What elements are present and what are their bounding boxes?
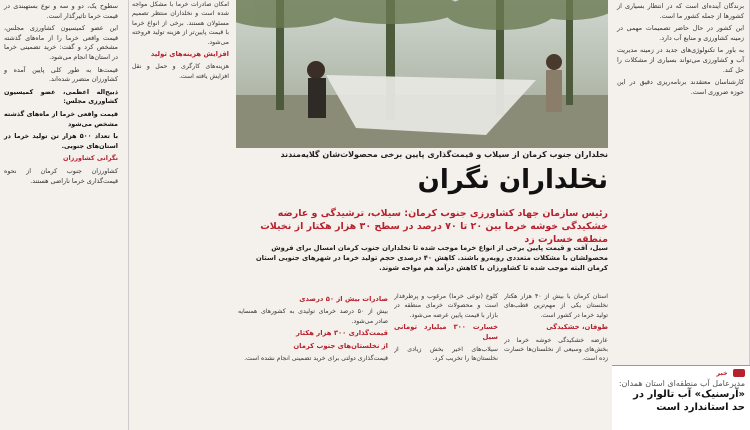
left-paragraph-1: سطوح یک، دو و سه و نوع بستهبندی در قیمت خرما تاثیرگذار است. [4,2,118,20]
body-col3-section-heading-2: قیمت‌گذاری ۳۰۰ هزار هکتار [296,329,388,338]
sidebar-section-heading: افزایش هزینه‌های تولید [150,50,229,59]
news-box-line-1: مدیرعامل آب منطقه‌ای استان همدان: [618,379,745,388]
body-col1-text: استان کرمان با بیش از ۴۰ هزار هکتار نخلستان یکی از مهم‌ترین قطب‌های تولید خرما در کشور است. [504,293,608,319]
left-bold-paragraph-1: قیمت واقعی خرما از ماه‌های گذشته مشخص می‌شود [4,109,118,128]
article-lead: سیل، آفت و قیمت پایین برخی از انواع خرما موجب شده تا نخلداران جنوب کرمان امسال برای فروش محصولشان با مشکلات متعددی روبه‌رو باشند. کاهش ۴۰ درصدی حجم تولید خرما در شهرهای جنوبی استان کرمان البته موجب شده تا کشاورزان با کاهش درآمد هم مواجه شوند. [255,244,608,272]
left-bold-paragraph-2: با تعداد ۵۰۰ هزار تن تولید خرما در استان‌های جنوبی. [4,132,118,150]
body-col3-section-heading-3: از نخلستان‌های جنوب کرمان [293,341,388,350]
body-col2-text-2: سیلاب‌های اخیر بخش زیادی از نخلستان‌ها را تخریب کرد. [394,346,498,363]
right-paragraph-4: کارشناسان معتقدند برنامه‌ریزی دقیق در این حوزه ضروری است. [617,78,744,96]
body-col1-section-heading: طوفان، خشکیدگی [546,323,608,332]
body-col2-text: کلوخ (نوعی خرما) مرغوب و پرطرفدار است و محصولات خرمای منطقه در بازار با قیمت پایین عرضه می‌شود. [394,293,498,319]
news-box-tag [617,369,745,377]
news-box-tag-label: خبر [716,369,728,377]
article-photo [236,0,608,148]
body-column-1 [504,292,608,430]
news-box [612,365,750,430]
sidebar-text-2: هزینه‌های کارگری و حمل و نقل افزایش یافته است. [132,63,229,80]
palm-harvest-illustration [236,0,608,148]
left-footer-heading: نگرانی کشاورزان [63,154,118,163]
body-col3-section-heading-1: صادرات بیش از ۵۰ درصدی [299,295,388,303]
left-footer-text: کشاورزان جنوب کرمان از نحوه قیمت‌گذاری خرما ناراضی هستند. [4,166,118,185]
body-col1-text-2: عارضه خشکیدگی خوشه خرما در بخش‌های وسیعی از نخلستان‌ها خسارت زده است. [504,336,608,363]
body-column-2 [394,292,498,430]
photo-caption: نخلداران جنوب کرمان از سیلاب و قیمت‌گذاری پایین برخی محصولات‌شان گلایه‌مندند [280,150,608,159]
left-column [0,0,122,430]
right-paragraph-3: به باور ما تکنولوژی‌های جدید در زمینه مدیریت آب و کشاورزی می‌تواند بسیاری از مشکلات را حل کند. [617,46,744,74]
article-sidebar [128,0,232,430]
sidebar-text: امکان صادرات خرما با مشکل مواجه شده است و نخلداران منتظر تصمیم مسئولان هستند. برخی از انواع خرما با قیمت پایین‌تر از هزینه تولید فروخته می‌شود. [132,1,229,46]
right-paragraph-1: برندگان آینده‌ای است که در انتظار بسیاری از کشورها از جمله کشور ما است. [617,2,744,20]
left-paragraph-3: قیمت‌ها به طور کلی پایین آمده و کشاورزان متضرر شده‌اند. [4,65,118,84]
body-col3-text-2: قیمت‌گذاری دولتی برای خرید تضمینی انجام نشده است. [244,355,388,363]
article-headline: نخلداران نگران [417,165,608,195]
main-article [128,0,608,430]
article-subhead: رئیس سازمان جهاد کشاورزی جنوب کرمان: سیلاب، ترشیدگی و عارضه خشکیدگی خوشه خرما بین ۲۰ تا ۷۰ درصد در سطح ۳۰ هزار هکتار از نخیلات منطقه خسارت زد [260,208,608,245]
body-col2-section-heading: خسارت ۳۰۰ میلیارد تومانی سیل [394,323,498,341]
left-paragraph-2: این عضو کمیسیون کشاورزی مجلس، قیمت واقعی خرما را از ماه‌های گذشته مشخص کرد و گفت: خرید تضمینی خرما در استان‌ها انجام می‌شود. [4,24,118,61]
left-bold-heading: ذبیح‌اله اعظمی، عضو کمیسیون کشاورزی مجلس: [4,87,118,106]
body-column-3 [238,292,388,430]
right-paragraph-2: این کشور در حال حاضر تصمیمات مهمی در زمینه کشاورزی و منابع آب دارد. [617,24,744,42]
news-badge-icon [733,369,745,377]
body-col3-text: بیش از ۵۰ درصد خرمای تولیدی به کشورهای همسایه صادر می‌شود. [238,308,388,325]
news-box-line-2: «آرسنیک» آب تالوار در حد استاندارد است [633,389,745,413]
